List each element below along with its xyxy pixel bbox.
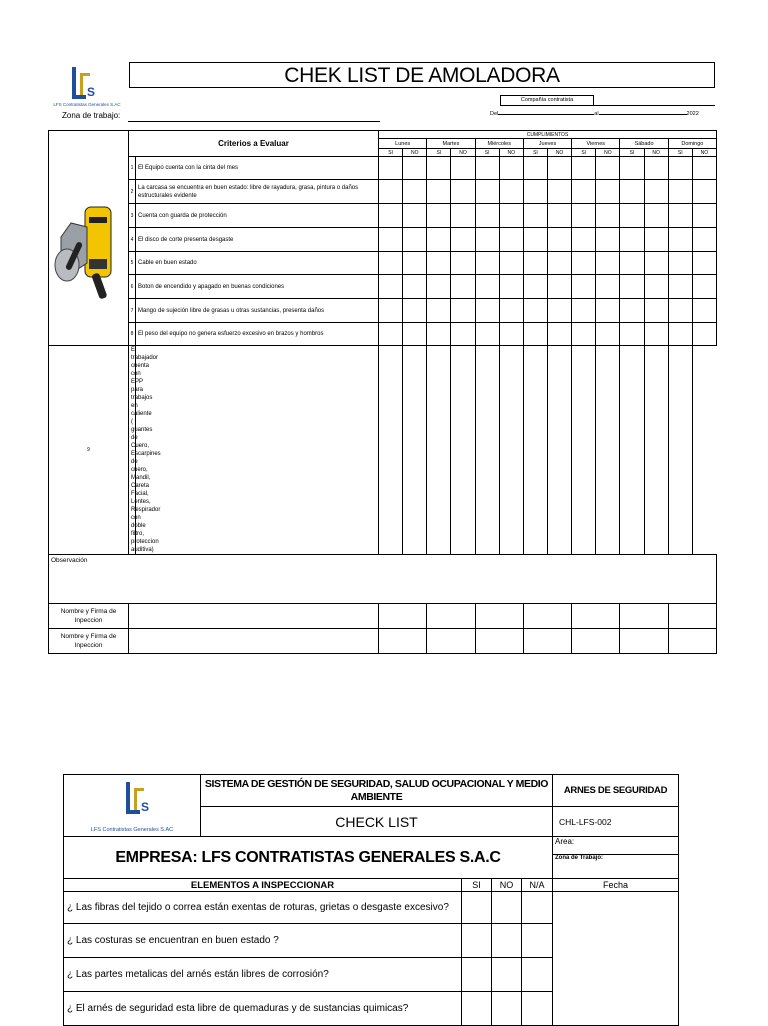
- check-cell[interactable]: [523, 346, 547, 555]
- criteria-number: 8: [129, 323, 136, 346]
- check-cell[interactable]: [596, 180, 620, 204]
- check-cell[interactable]: [379, 299, 403, 323]
- check-cell[interactable]: [475, 275, 499, 299]
- check-cell[interactable]: [692, 323, 716, 346]
- si-check-cell[interactable]: [462, 892, 492, 924]
- criteria-text: El disco de corte presenta desgaste: [136, 228, 379, 252]
- criteria-number: 4: [129, 228, 136, 252]
- criteria-number: 6: [129, 275, 136, 299]
- check-cell[interactable]: [403, 275, 427, 299]
- check-cell[interactable]: [596, 228, 620, 252]
- criteria-row: [49, 275, 717, 299]
- check-cell[interactable]: [668, 275, 692, 299]
- check-cell[interactable]: [692, 228, 716, 252]
- no-header: NO: [692, 149, 716, 157]
- signature-day-cell[interactable]: [379, 629, 427, 654]
- check-cell[interactable]: [427, 228, 451, 252]
- no-header: NO: [644, 149, 668, 157]
- check-cell[interactable]: [499, 346, 523, 555]
- area-field[interactable]: Area:: [553, 837, 679, 855]
- check-cell[interactable]: [620, 323, 644, 346]
- si-header: SI: [475, 149, 499, 157]
- criteria-text: El Equipo cuenta con la cinta del mes: [136, 157, 379, 180]
- check-cell[interactable]: [499, 157, 523, 180]
- check-cell[interactable]: [451, 228, 475, 252]
- check-cell[interactable]: [548, 204, 572, 228]
- signature-day-cell[interactable]: [475, 629, 523, 654]
- check-cell[interactable]: [572, 204, 596, 228]
- no-check-cell[interactable]: [492, 992, 522, 1026]
- date-to-line[interactable]: [599, 114, 687, 115]
- check-cell[interactable]: [379, 252, 403, 275]
- signature-day-cell[interactable]: [668, 604, 716, 629]
- check-cell[interactable]: [668, 157, 692, 180]
- arnes-checklist: [63, 774, 678, 1024]
- check-cell[interactable]: [620, 228, 644, 252]
- check-cell[interactable]: [596, 299, 620, 323]
- check-cell[interactable]: [451, 180, 475, 204]
- page-title: CHEK LIST DE AMOLADORA: [129, 62, 715, 88]
- check-cell[interactable]: [692, 180, 716, 204]
- check-cell[interactable]: [379, 323, 403, 346]
- check-cell[interactable]: [620, 157, 644, 180]
- company-input-line[interactable]: [594, 105, 715, 106]
- check-cell[interactable]: [427, 252, 451, 275]
- check-cell[interactable]: [379, 204, 403, 228]
- check-cell[interactable]: [548, 228, 572, 252]
- check-cell[interactable]: [499, 252, 523, 275]
- check-cell[interactable]: [620, 275, 644, 299]
- day-header: Domingo: [668, 139, 716, 149]
- no-check-cell[interactable]: [492, 924, 522, 958]
- check-cell[interactable]: [379, 180, 403, 204]
- check-cell[interactable]: [427, 204, 451, 228]
- check-cell[interactable]: [620, 299, 644, 323]
- check-cell[interactable]: [620, 346, 644, 555]
- check-cell[interactable]: [523, 228, 547, 252]
- day-header: Lunes: [379, 139, 427, 149]
- check-cell[interactable]: [427, 299, 451, 323]
- check-cell[interactable]: [499, 323, 523, 346]
- criteria-text: Cuenta con guarda de protección: [136, 204, 379, 228]
- inspection-table: [48, 130, 717, 654]
- logo-caption: LFS Contratistas Generales S.AC: [53, 102, 121, 107]
- check-cell[interactable]: [596, 323, 620, 346]
- question-row: [64, 892, 679, 924]
- document-code: CHL-LFS-002: [553, 807, 679, 837]
- check-cell[interactable]: [475, 180, 499, 204]
- criteria-row: [49, 228, 717, 252]
- check-cell[interactable]: [523, 157, 547, 180]
- check-cell[interactable]: [644, 346, 668, 555]
- signature-day-cell[interactable]: [523, 629, 571, 654]
- si-header: SI: [668, 149, 692, 157]
- signature-day-cell[interactable]: [475, 604, 523, 629]
- check-cell[interactable]: [475, 252, 499, 275]
- check-cell[interactable]: [427, 323, 451, 346]
- signature-day-cell[interactable]: [427, 604, 475, 629]
- check-cell[interactable]: [451, 275, 475, 299]
- criteria-row: [49, 252, 717, 275]
- check-cell[interactable]: [644, 180, 668, 204]
- check-cell[interactable]: [451, 299, 475, 323]
- no-header: NO: [403, 149, 427, 157]
- check-cell[interactable]: [644, 252, 668, 275]
- day-header: Viernes: [572, 139, 620, 149]
- svg-text:S: S: [87, 85, 96, 99]
- check-cell[interactable]: [572, 157, 596, 180]
- observacion-field[interactable]: Observación: [49, 555, 717, 604]
- date-del-label: Del: [490, 111, 499, 117]
- criteria-row: [49, 180, 717, 204]
- fecha-header: Fecha: [553, 879, 679, 892]
- si-header: SI: [427, 149, 451, 157]
- svg-text:S: S: [141, 800, 150, 814]
- si-check-cell[interactable]: [462, 924, 492, 958]
- check-cell[interactable]: [692, 299, 716, 323]
- criteria-row: [49, 346, 717, 555]
- fecha-field[interactable]: [553, 892, 679, 1026]
- check-cell[interactable]: [523, 252, 547, 275]
- check-cell[interactable]: [548, 346, 572, 555]
- check-cell[interactable]: [548, 157, 572, 180]
- signature-day-cell[interactable]: [620, 604, 668, 629]
- check-cell[interactable]: [668, 323, 692, 346]
- company-label: Compañía contratista: [500, 95, 594, 106]
- no-check-cell[interactable]: [492, 958, 522, 992]
- check-cell[interactable]: [596, 346, 620, 555]
- si-header: SI: [523, 149, 547, 157]
- check-cell[interactable]: [427, 275, 451, 299]
- elementos-header: ELEMENTOS A INSPECCIONAR: [64, 879, 462, 892]
- check-cell[interactable]: [379, 157, 403, 180]
- criteria-number: 3: [129, 204, 136, 228]
- day-header: Miércoles: [475, 139, 523, 149]
- criteria-text: El peso del equipo no genera esfuerzo excesivo en brazos y hombros: [136, 323, 379, 346]
- empresa-title: EMPRESA: LFS CONTRATISTAS GENERALES S.A.C: [64, 837, 553, 879]
- check-cell[interactable]: [475, 157, 499, 180]
- question-text: ¿ El arnés de seguridad esta libre de quemaduras y de sustancias quimicas?: [64, 992, 462, 1026]
- signature-day-cell[interactable]: [427, 629, 475, 654]
- si-header: SI: [379, 149, 403, 157]
- logo-caption-2: LFS Contratistas Generales S.AC: [90, 827, 174, 833]
- system-title: SISTEMA DE GESTIÓN DE SEGURIDAD, SALUD OCUPACIONAL Y MEDIO AMBIENTE: [201, 775, 553, 807]
- criteria-number: 5: [129, 252, 136, 275]
- zona-label: Zona de trabajo:: [62, 111, 121, 120]
- check-cell[interactable]: [403, 228, 427, 252]
- check-cell[interactable]: [620, 180, 644, 204]
- check-cell[interactable]: [403, 299, 427, 323]
- check-cell[interactable]: [379, 275, 403, 299]
- company-logo-2: [92, 778, 172, 826]
- check-cell[interactable]: [596, 157, 620, 180]
- check-cell[interactable]: [403, 323, 427, 346]
- check-cell[interactable]: [572, 299, 596, 323]
- check-cell[interactable]: [548, 323, 572, 346]
- check-list-title: CHECK LIST: [201, 807, 553, 837]
- check-cell[interactable]: [523, 275, 547, 299]
- day-header: Martes: [427, 139, 475, 149]
- check-cell[interactable]: [499, 228, 523, 252]
- check-cell[interactable]: [523, 323, 547, 346]
- no-header: NO: [492, 879, 522, 892]
- criteria-number: 1: [129, 157, 136, 180]
- no-header: NO: [499, 149, 523, 157]
- no-header: NO: [451, 149, 475, 157]
- signature-field[interactable]: [129, 629, 379, 654]
- criteria-row: [49, 204, 717, 228]
- check-cell[interactable]: [451, 157, 475, 180]
- si-check-cell[interactable]: [462, 958, 492, 992]
- signature-day-cell[interactable]: [620, 629, 668, 654]
- check-cell[interactable]: [644, 275, 668, 299]
- zona-field[interactable]: Zona de Trabajo:: [553, 855, 679, 879]
- date-year: 2022: [686, 111, 699, 117]
- check-cell[interactable]: [548, 275, 572, 299]
- date-from-line[interactable]: [498, 114, 594, 115]
- check-cell[interactable]: [668, 204, 692, 228]
- check-cell[interactable]: [572, 323, 596, 346]
- si-header: SI: [620, 149, 644, 157]
- company-logo: [52, 62, 122, 110]
- arnes-title: ARNES DE SEGURIDAD: [553, 775, 679, 807]
- question-text: ¿ Las partes metalicas del arnés están libres de corrosión?: [64, 958, 462, 992]
- check-cell[interactable]: [668, 346, 692, 555]
- day-header: Jueves: [523, 139, 571, 149]
- check-cell[interactable]: [451, 252, 475, 275]
- check-cell[interactable]: [572, 228, 596, 252]
- na-check-cell[interactable]: [522, 892, 553, 924]
- check-cell[interactable]: [644, 323, 668, 346]
- date-range[interactable]: [490, 111, 716, 117]
- check-cell[interactable]: [572, 275, 596, 299]
- check-cell[interactable]: [572, 346, 596, 555]
- na-check-cell[interactable]: [522, 958, 553, 992]
- check-cell[interactable]: [451, 346, 475, 555]
- check-cell[interactable]: [403, 252, 427, 275]
- zona-input-line[interactable]: [128, 121, 380, 122]
- check-cell[interactable]: [499, 204, 523, 228]
- question-text: ¿ Las costuras se encuentran en buen estado ?: [64, 924, 462, 958]
- check-cell[interactable]: [644, 228, 668, 252]
- check-cell[interactable]: [427, 157, 451, 180]
- check-cell[interactable]: [403, 157, 427, 180]
- check-cell[interactable]: [499, 180, 523, 204]
- no-header: NO: [596, 149, 620, 157]
- na-header: N/A: [522, 879, 553, 892]
- signature-day-cell[interactable]: [523, 604, 571, 629]
- question-text: ¿ Las fibras del tejido o correa están exentas de roturas, grietas o desgaste excesivo?: [64, 892, 462, 924]
- signature-field[interactable]: [129, 604, 379, 629]
- check-cell[interactable]: [451, 204, 475, 228]
- check-cell[interactable]: [692, 252, 716, 275]
- check-cell[interactable]: [692, 157, 716, 180]
- signature-label: Nombre y Firma de Inpeccion: [49, 604, 129, 629]
- check-cell[interactable]: [620, 252, 644, 275]
- check-cell[interactable]: [451, 323, 475, 346]
- check-cell[interactable]: [403, 346, 427, 555]
- criteria-number: 7: [129, 299, 136, 323]
- check-cell[interactable]: [136, 346, 379, 555]
- check-cell[interactable]: [596, 204, 620, 228]
- check-cell[interactable]: [499, 275, 523, 299]
- check-cell[interactable]: [427, 180, 451, 204]
- angle-grinder-image: [51, 167, 127, 307]
- check-cell[interactable]: [668, 252, 692, 275]
- criteria-row: [49, 323, 717, 346]
- check-cell[interactable]: [403, 180, 427, 204]
- check-cell[interactable]: [572, 180, 596, 204]
- criteria-text: La carcasa se encuentra en buen estado: libre de rayadura, grasa, pintura o daños estructurales evidente: [136, 180, 379, 204]
- si-check-cell[interactable]: [462, 992, 492, 1026]
- check-cell[interactable]: [379, 346, 403, 555]
- criteria-text: El trabajador cuenta con EPP para trabajos en caliente ( guantes de Cuero, Escarpines de cuero, Mandil, Careta Facial, Lentes, Respirador con doble filtro, proteccion auditiva): [129, 346, 136, 555]
- criteria-text: Boton de encendido y apagado en buenas condiciones: [136, 275, 379, 299]
- check-cell[interactable]: [692, 204, 716, 228]
- criterios-header: Criterios a Evaluar: [129, 131, 379, 157]
- check-cell[interactable]: [403, 204, 427, 228]
- day-header: Sábado: [620, 139, 668, 149]
- no-header: NO: [548, 149, 572, 157]
- check-cell[interactable]: [668, 180, 692, 204]
- check-cell[interactable]: [475, 204, 499, 228]
- signature-label: Nombre y Firma de Inpeccion: [49, 629, 129, 654]
- cumplimientos-header: CUMPLIMIENTOS: [379, 131, 717, 139]
- signature-day-cell[interactable]: [379, 604, 427, 629]
- check-cell[interactable]: [499, 299, 523, 323]
- check-cell[interactable]: [475, 323, 499, 346]
- criteria-number: 9: [49, 346, 129, 555]
- criteria-number: 2: [129, 180, 136, 204]
- check-cell[interactable]: [523, 180, 547, 204]
- check-cell[interactable]: [475, 346, 499, 555]
- check-cell[interactable]: [668, 228, 692, 252]
- check-cell[interactable]: [644, 157, 668, 180]
- criteria-text: Cable en buen estado: [136, 252, 379, 275]
- check-cell[interactable]: [644, 204, 668, 228]
- signature-day-cell[interactable]: [572, 604, 620, 629]
- na-check-cell[interactable]: [522, 924, 553, 958]
- check-cell[interactable]: [379, 228, 403, 252]
- check-cell[interactable]: [692, 275, 716, 299]
- signature-day-cell[interactable]: [668, 629, 716, 654]
- no-check-cell[interactable]: [492, 892, 522, 924]
- check-cell[interactable]: [548, 252, 572, 275]
- check-cell[interactable]: [644, 299, 668, 323]
- check-cell[interactable]: [523, 204, 547, 228]
- criteria-text: Mango de sujeción libre de grasas u otras sustancias, presenta daños: [136, 299, 379, 323]
- check-cell[interactable]: [596, 275, 620, 299]
- logo-cell: [64, 775, 201, 837]
- check-cell[interactable]: [475, 299, 499, 323]
- signature-day-cell[interactable]: [572, 629, 620, 654]
- na-check-cell[interactable]: [522, 992, 553, 1026]
- check-cell[interactable]: [523, 299, 547, 323]
- check-cell[interactable]: [572, 252, 596, 275]
- si-header: SI: [572, 149, 596, 157]
- si-header: SI: [462, 879, 492, 892]
- check-cell[interactable]: [548, 299, 572, 323]
- criteria-row: [49, 157, 717, 180]
- grinder-image-cell: [49, 131, 129, 346]
- check-cell[interactable]: [548, 180, 572, 204]
- check-cell[interactable]: [475, 228, 499, 252]
- date-al-label: al: [594, 111, 599, 117]
- check-cell[interactable]: [620, 204, 644, 228]
- check-cell[interactable]: [427, 346, 451, 555]
- check-cell[interactable]: [668, 299, 692, 323]
- check-cell[interactable]: [596, 252, 620, 275]
- criteria-row: [49, 299, 717, 323]
